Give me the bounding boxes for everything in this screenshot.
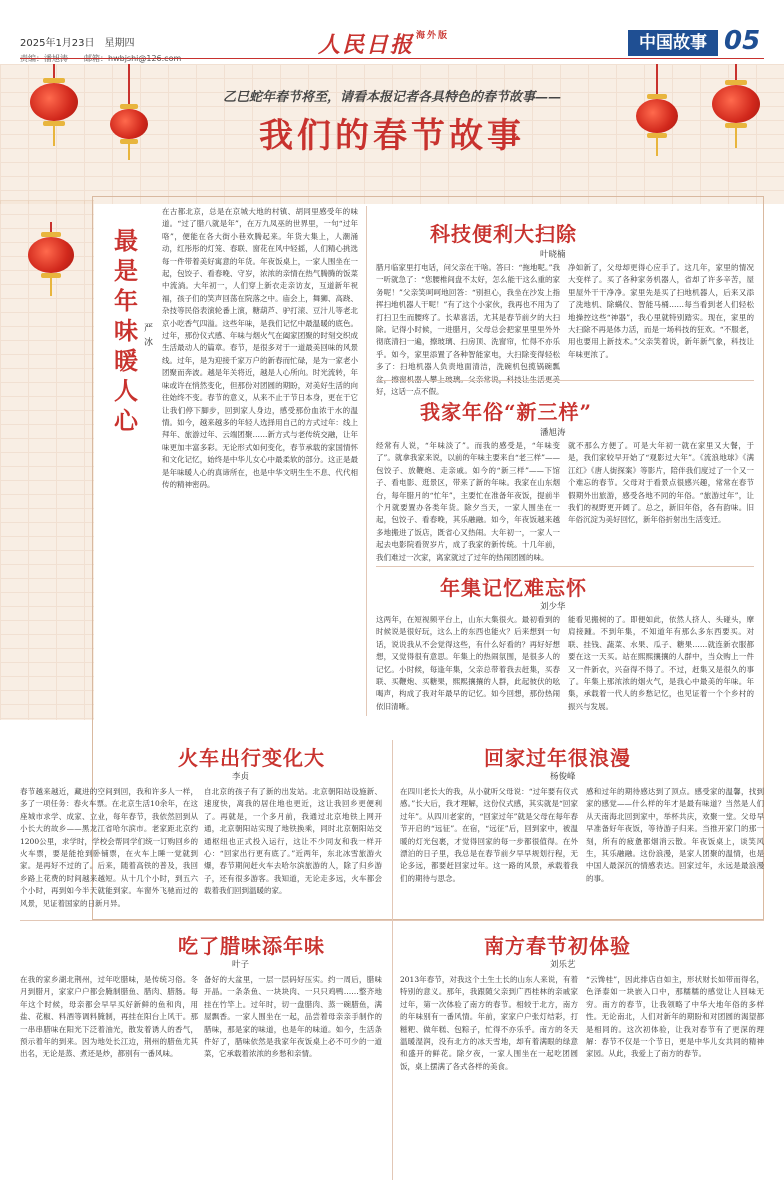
band-rule [20,920,764,921]
lantern-icon [28,222,74,296]
newspaper-logo [318,28,449,59]
header-meta [20,34,181,64]
issue-date: 2025年1月23日 星期四 [20,38,135,49]
page-number: 05 [724,26,761,56]
article-author: 李贞 [232,772,250,782]
article-text: 感和过年的期待感达到了顶点。感受家的温馨，找到家的感觉——什么样的年才是最有味道？当然是人们从天南海北回到家中，举杯共庆，欢聚一堂。父母早早准备好年夜饭，等待游子归来。当推开家门的那一刻，所有的疲惫都烟消云散。年夜饭桌上，谈笑风生，其乐融融。这份浪漫，是家人团聚的温情，也是中国人最深沉的情感表达。回家过年，永远是最浪漫的事。 [586,787,764,883]
article-divider [376,566,754,567]
logo-text: 人民日报 [318,32,415,58]
column-text: 在古都北京，总是在京城大地的村镇、胡同里感受年的味道。“过了腊八就是年”，在万九凤巫的世界里，一句“过年咯”，便能在各大街小巷欢腾起来。年货大集上，人潮涌动，红彤彤的灯笼、春联、窗花在风中轻摇，人们精心挑选每一件带着美好寓意的年货。年夜饭桌上，一家人围坐在一起，包饺子、看春晚、守岁，浓浓的亲情在热气腾腾的饭菜中流淌。大年初一，人们穿上新衣走亲访友，互道新年祝福，孩子们的笑声回荡在院落之中。庙会上，舞狮、高跷、杂技等民俗表演轮番上演，糖葫芦、驴打滚、豆汁儿等老北京小吃香气四溢。这些年味，是我们记忆中最温暖的底色。过年，那份仪式感、年味与烟火气在阖家团聚的时刻交织成生活最动人的篇章。春节，是很多对于一道最美回味的风景线。过年，是为迎接千家万户的新春而忙碌，是为一家老小团聚而奔波。越是年关将近，越是人心所向。时光流转，年味或许在悄然变化，但那份对团圆的期盼，对美好生活的向往始终不变。春节的意义，从来不止于节日本身，更在于它让我们停下脚步，回到家人身边，感受那份血浓于水的温情。如今，越来越多的年轻人选择用自己的方式过年：线上拜年、旅游过年、云端团聚……新方式与老传统交融，让年味更加丰富多彩。无论形式如何变化，春节承载的家国情怀和文化记忆，始终是中华儿女心中最柔软的部分。这正是最是年味暖人心的真谛所在，也是中华文明生生不息、代代相传的精神密码。 [162,207,358,489]
section-badge: 中国故事 [628,30,718,56]
page-title: 我们的春节故事 [259,116,525,156]
article-text: 就不那么方便了。可是大年初一就在家里又大餐，于是，我们家较早开始了“观影过大年”。《流浪地球》《满江红》《唐人街探案》等影片，陪伴我们度过了一个又一个难忘的春节。父母对于看景点很感兴趣，常常在春节假期外出旅游，感受各地不同的年俗。“旅游过年”，让我们的视野更开阔了。总之，新旧年俗，各有韵味。旧年俗沉淀为美好回忆，新年俗折射出生活变迁。 [568,441,754,525]
article-title: 吃了腊味添年味 [178,934,325,958]
article-author: 叶子 [232,960,250,970]
kicker: 乙巳蛇年春节将至，请看本报记者各具特色的春节故事—— [222,90,561,105]
band-divider [392,740,393,1180]
article-text: 这两年，在短视频平台上，山东大集很火。最初看到的时候说是很好玩，这么上的东西也能火？后来想到一句话，说说我从不会觉得这些，有什么好看的？再好好想想，又觉得很有意思。年集上的热闹氛围，是很多人的记忆。小时候，每逢年集，父亲总带着我去赶集，买春联、买鞭炮、买糖果，熙熙攘攘的人群，此起彼伏的吆喝声，构成了我对年最早的记忆。如今回想，那份热闹依旧清晰。 [376,615,560,711]
article-text: 净如新了，父母却更得心应手了。这几年，家里的情况大变样了。买了各种家务机器人，省却了许多辛苦，屋里屋外干干净净。家里先是买了扫地机器人，后来又添了洗地机、除螨仪、智能马桶……每当看到老人们轻松地操控这些“神器”，我心里就特别踏实。现在，家里的大扫除不再是体力活，而是一场科技的狂欢。“不服老，用也要用上新技术。”父亲笑着说，新年新气象，科技让年味更浓了。 [568,263,754,359]
column-text-continued [100,500,358,716]
article-title: 回家过年很浪漫 [484,746,631,770]
article-title: 我家年俗“新三样” [420,400,593,424]
article-author: 杨俊峰 [550,772,576,782]
article-text: 在四川老长大的我，从小就听父母说：“过年要有仪式感。”长大后，我才理解，这份仪式感，其实就是“回家过年”。从四川老家的，“回家过年”就是父母在每年春节开启的“远征”。在宿，“远征”后，回到家中，被温暖的灯光包裹，才觉得回家的每一步都很值得。在外漂泊的日子里，我总是在春节前夕早早规划行程，无论多远，都要赶回家过年。这一路的风景，承载着我们的期待与思念。 [400,787,578,883]
logo-edition: 海外版 [416,31,450,41]
article-text: “云馋桂”，因此排店自如主，形状财长如带而得名，色泽泰如一块嵌入口中，那糯糯的感觉让人回味无穷。南方的春节，让我领略了中华大地年俗的多样性。无论南北，人们对新年的期盼和对团圆的渴望都是相同的。这次初体验，让我对春节有了更深的理解：春节不仅是一个节日，更是中华儿女共同的精神家园。从此，我爱上了南方的春节。 [586,975,764,1059]
article-text: 自北京的孩子有了新的出发站。北京朝阳站设施新、速度快，离我的居住地也更近，这让我回乡更便利了。再就是，一个多月前，我通过北京地铁上网开通，北京朝阳站实现了地铁换乘，同时北京朝阳站交通枢纽也正式投入运行，这让不少同友和我一样开心：“回家出行更有底了。”近两年，东北冰雪旅游火爆，春节期间赶火车去哈尔滨旅游的人，除了归乡游子，还有很多游客。我知道，无论走多远，火车都会载着我们回到温暖的家。 [204,787,382,896]
article-text: 经常有人说，“年味淡了”。而我的感受是，“年味变了”。就拿我家来说，以前的年味主要来自“老三样”——包饺子、放鞭炮、走亲戚。如今的“新三样”——下馆子、看电影、逛景区，带来了新的年味。我家在山东烟台，每年腊月的“忙年”，主要忙在准备年夜饭，提前半个月就要置办各类年货。除夕当天，一家人围坐在一起，包饺子、看春晚，其乐融融。如今，年夜饭越来越多地搬进了饭店，既省心又热闹。大年初一，一家人一起去电影院看贺岁片，成了我家的新传统。十几年前，我们难过一次家，离家就过了过年的热闹团圆的味。 [376,441,561,562]
article-title: 年集记忆难忘怀 [440,576,587,600]
article-title: 南方春节初体验 [484,934,631,958]
article-title: 火车出行变化大 [178,746,325,770]
article-author: 刘乐艺 [550,960,576,970]
article-author: 潘旭涛 [540,428,566,438]
article-author: 叶晓楠 [540,250,566,260]
column-title: 最是年味暖人心 [114,226,138,435]
column-divider [366,206,367,716]
article-text: 能看见搬树的了。即便如此，依然人挤人、头碰头，摩肩接踵。不到年集，不知道年有那么多东西要买。对联、挂钱、蔬菜、水果、瓜子、糖果……就连新衣服都要在这一天买。站在熙熙攘攘的人群中，当众购上一件又一件新衣，兴奋得不得了。不过，赶集又是很久的事了。年集上那浓浓的烟火气，是我心中最美的年味。年集，承载着一代人的乡愁记忆，也见证着一个个乡村的振兴与发展。 [568,615,754,711]
article-text: 备好的大盆里，一层一层码好压实。约一周后，腊味开晶。一条条鱼、一块块肉、一只只鸡鸭……整齐地挂在竹竿上。过年时，切一盘腊肉、蒸一碗腊鱼，满屋飘香。一家人围坐在一起，品尝着母亲亲手制作的腊味，那是家的味道，也是年的味道。如今，生活条件好了，腊味依然是我家年夜饭桌上必不可少的一道菜，它承载着浓浓的乡愁和亲情。 [204,975,382,1059]
article-text: 腊月临家里打电话，问父亲在干啥。答曰：“拖地呢。”我一听就急了：“您腰椎间盘不太好，怎么能干这么重的家务呢！”父亲笑呵呵地回答：“别担心，我坐在沙发上指挥扫地机器人干呢！”有了这个小家伙，我再也不用为了打扫卫生而腰疼了。长辈喜活，尤其是春节前夕的大扫除。记得小时候，一进腊月，父母总会把家里里里外外彻底清扫一遍，擦玻璃、扫房顶、洗窗帘，忙得不亦乐乎。如今，家里添置了各种智能家电，大扫除变得轻松多了：扫地机器人负责地面清洁，洗碗机包揽锅碗瓢 好，这话一点不假。 [376,263,560,397]
column-author: 严冰 [144,324,154,348]
header-divider [20,58,764,59]
article-divider [376,380,754,381]
article-text: 在我的家乡湖北荆州，过年吃腊味，是传统习俗。冬月到腊月，家家户户都会腌制腊鱼、腊肉、腊肠。每年这个时候，母亲都会早早买好新鲜的鱼和肉，用盐、花椒、料酒等调料腌制，再挂在阳台上风干。那一串串腊味在阳光下泛着油光，散发着诱人的香气，预示着年的到来。因为地处长江边，荆州的腊鱼尤其出名，无论是蒸、煮还是炒，都别有一番风味。 [20,975,198,1059]
article-author: 刘少华 [540,602,566,612]
article-title: 科技便利大扫除 [430,222,577,246]
article-text: 春节越来越近，藏进的空间到回，我和许多人一样，多了一项任务：春火车票。在北京生活10余年，在这座城市求学、成家、立业，每年春节，我依然回到从小长大的故乡——黑龙江省哈尔滨市。老家距北京约1200公里，求学时，学校会帮同学们统一订购回乡的火车票，要是能抢到卧铺票，在火车上睡一觉就到家。是再好不过的了。后来，随着高铁的普及，我回乡路上花费的时间越来越短。从十几个小时，到五六个小时，再到如今半天就能到家。车窗外飞驰而过的风景，见证着国家的日新月异。 [20,787,198,908]
article-text: 2013年春节，对我这个土生土长的山东人来说，有着特别的意义。那年，我跟随父亲到广西桂林的亲戚家过年，第一次体验了南方的春节。相较于北方，南方的年味别有一番风情。年前，家家户户张灯结彩，打糍粑、做年糕、包粽子，忙得不亦乐乎。南方的冬天温暖湿润，没有北方的冰天雪地，却有着满眼的绿意和盛开的鲜花。除夕夜，一家人围坐在一起吃团圆饭，桌上摆满了各式各样的美食。 [400,975,578,1071]
